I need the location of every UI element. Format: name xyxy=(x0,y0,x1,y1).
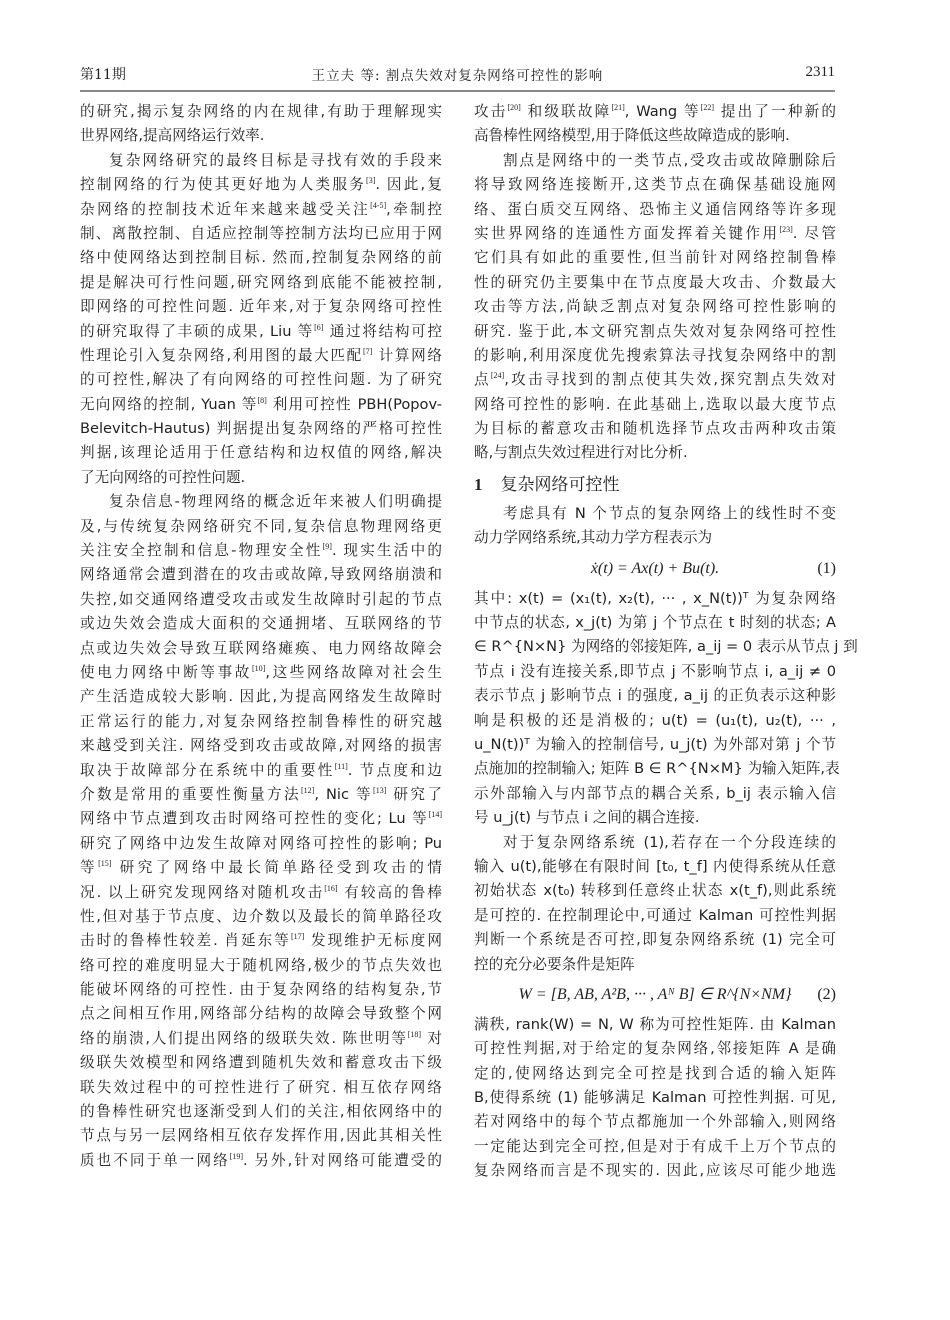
text-segment: 来越受到关注. 网络受到攻击或故障,对网络的损害 xyxy=(80,737,442,755)
text-segment: 攻击等方法,尚缺乏割点对复杂网络可控性影响的 xyxy=(474,298,836,316)
text-line xyxy=(80,856,442,880)
text-segment: 判据,该理论适用于任意结构和边权值的网络,解决 xyxy=(80,444,442,462)
text-segment: 无向网络的控制, Yuan 等 xyxy=(80,395,258,413)
citation-ref: [10] xyxy=(252,663,266,673)
text-line xyxy=(474,1159,836,1183)
text-line xyxy=(474,806,836,830)
text-line xyxy=(474,635,858,659)
text-segment: 研究了 xyxy=(386,785,442,803)
text-line xyxy=(80,1149,442,1173)
text-segment: , Nic 等 xyxy=(314,785,374,803)
text-segment: 取决于故障部分在系统中的重要性 xyxy=(80,761,335,779)
text-segment: 联失效过程中的可控性进行了研究. 相互依存网络 xyxy=(80,1078,442,1096)
text-segment: ∈ R^{N×N} 为网络的邻接矩阵, a_ij = 0 表示从节点 j 到 xyxy=(474,638,858,656)
text-segment: 示外部输入与内部节点的耦合关系, b_ij 表示输入信 xyxy=(474,784,836,802)
text-line xyxy=(474,904,836,928)
text-segment: 了无向网络的可控性问题. xyxy=(80,468,246,486)
text-segment: . 另外,针对网络可能遭受的 xyxy=(243,1151,442,1169)
text-line xyxy=(80,344,442,368)
text-segment: 实世界网络的连通性方面发挥着关键作用 xyxy=(474,224,780,242)
text-line xyxy=(80,1051,442,1075)
text-line xyxy=(474,1110,836,1134)
citation-ref: [20] xyxy=(507,103,521,112)
text-segment: u_N(t))ᵀ 为输入的控制信号, u_j(t) 为外部对第 j 个节 xyxy=(474,735,836,753)
text-line xyxy=(80,441,442,465)
text-line xyxy=(474,587,836,611)
page-number: 2311 xyxy=(805,64,835,80)
text-line xyxy=(474,100,836,124)
text-line xyxy=(474,660,836,684)
text-line xyxy=(474,757,840,781)
text-segment: 将导致网络连接断开,这类节点在确保基础设施网 xyxy=(474,176,836,194)
text-line xyxy=(474,855,836,879)
text-segment: 判断一个系统是否可控,即复杂网络系统 (1) 完全可 xyxy=(474,931,836,949)
citation-ref: [15] xyxy=(98,859,112,869)
text-segment: 提出了一种新的 xyxy=(714,103,836,120)
text-segment: 络可控的难度明显大于随机网络,极少的节点失效也 xyxy=(80,956,442,974)
text-line xyxy=(80,295,442,319)
section-heading xyxy=(474,470,836,500)
text-segment: 发现维护无标度网 xyxy=(304,932,443,950)
text-segment: , Wang 等 xyxy=(624,103,701,120)
text-segment: 复杂网络研究的最终目标是寻找有效的手段来 xyxy=(109,151,442,169)
text-line xyxy=(80,905,442,929)
citation-ref: [4-5] xyxy=(370,200,387,210)
text-segment: 中节点的状态, x_j(t) 为第 j 个节点在 t 时刻的状态; A xyxy=(474,614,836,632)
text-line xyxy=(474,344,836,368)
text-segment: 等 xyxy=(80,859,99,877)
text-line xyxy=(80,490,442,514)
text-line xyxy=(474,953,836,977)
text-segment: 的研究,揭示复杂网络的内在规律,有助于理解现实 xyxy=(80,103,442,120)
text-segment: 产生活造成较大影响. 因此,为提高网络发生故障时 xyxy=(80,688,442,706)
text-line xyxy=(474,611,836,635)
citation-ref: [12] xyxy=(300,785,315,795)
text-line xyxy=(80,563,442,587)
text-segment: 及,与传统复杂网络研究不同,复杂信息物理网络更 xyxy=(80,517,442,535)
text-segment: 性,但对基于节点度、边介数以及最长的简单路径攻 xyxy=(80,907,442,925)
citation-ref: [11] xyxy=(334,761,348,771)
text-segment: 点施加的控制输入; 矩阵 B ∈ R^{N×M} 为输入矩阵,表 xyxy=(474,760,840,778)
text-segment: 研究了网络中边发生故障对网络可控性的影响; Pu xyxy=(80,834,442,852)
text-line xyxy=(474,1037,836,1061)
text-segment: 杂网络的控制技术近年来越来越受关注 xyxy=(80,200,371,218)
text-segment: 初始状态 x(t₀) 转移到任意终止状态 x(t_f),则此系统 xyxy=(474,882,836,900)
text-segment: 控的充分必要条件是矩阵 xyxy=(474,955,635,973)
text-segment: 利用可控性 PBH(Popov- xyxy=(266,395,442,413)
text-line xyxy=(474,246,836,270)
right-column-kalman xyxy=(474,1013,836,1184)
text-segment: 号 u_j(t) 与节点 i 之间的耦合连接. xyxy=(474,809,700,827)
text-segment: 的影响,利用深度优先搜索算法寻找复杂网络中的割 xyxy=(474,346,836,364)
text-line xyxy=(80,100,442,124)
text-segment: 络中使网络达到控制目标. 然而,控制复杂网络的前 xyxy=(80,249,442,267)
citation-ref: [9] xyxy=(322,542,332,552)
text-line xyxy=(80,783,442,807)
text-line xyxy=(474,124,836,148)
text-line xyxy=(80,881,442,905)
text-line xyxy=(80,1027,442,1051)
text-segment: 络的崩溃,人们提出网络的级联失效. 陈世明等 xyxy=(80,1029,408,1047)
text-line xyxy=(474,733,836,757)
text-segment: 研究了网络中最长简单路径受到攻击的情 xyxy=(111,859,442,877)
text-segment: 或边失效会造成大面积的交通拥堵、互联网络的节 xyxy=(80,615,442,633)
text-segment: 正常运行的能力,对复杂网络控制鲁棒性的研究越 xyxy=(80,712,442,730)
text-segment: . 现实生活中的 xyxy=(331,542,442,560)
text-line xyxy=(474,502,836,526)
running-title: 王立夫 等: 割点失效对复杂网络可控性的影响 xyxy=(311,68,604,84)
text-line xyxy=(80,1076,442,1100)
text-line xyxy=(80,515,442,539)
right-column-definitions xyxy=(474,587,858,977)
text-segment: 节点 i 没有连接关系,即节点 j 不影响节点 i, a_ij ≠ 0 xyxy=(474,662,836,680)
text-segment: 复杂网络而言是不现实的. 因此,应该尽可能少地选 xyxy=(474,1162,836,1180)
citation-ref: [19] xyxy=(229,1151,244,1161)
citation-ref: [3] xyxy=(366,176,376,186)
text-line xyxy=(80,466,442,490)
text-line xyxy=(80,149,442,173)
text-segment: 是可控的. 在控制理论中,可通过 Kalman 可控性判据 xyxy=(474,906,836,924)
text-segment: 性的研究仍主要集中在节点度最大攻击、介数最大 xyxy=(474,273,836,291)
text-segment: 的可控性,解决了有向网络的可控性问题. 为了研究 xyxy=(80,371,442,389)
text-segment: 响是积极的还是消极的; u(t) = (u₁(t), u₂(t), ··· , xyxy=(474,711,836,729)
text-line xyxy=(80,1124,442,1148)
text-segment: 攻击 xyxy=(474,103,508,120)
text-line xyxy=(80,198,442,222)
section-number: 1 xyxy=(474,474,483,494)
text-line xyxy=(474,1086,836,1110)
text-line xyxy=(80,271,442,295)
text-line xyxy=(474,782,836,806)
text-segment: 络、蛋白质交互网络、恐怖主义通信网络等许多现 xyxy=(474,200,836,218)
equation-2-label: (2) xyxy=(817,985,836,1003)
text-segment: 割点是网络中的一类节点,受攻击或故障删除后 xyxy=(503,151,836,169)
text-segment: ,这些网络故障对社会生 xyxy=(265,663,442,681)
text-line xyxy=(80,246,442,270)
running-header xyxy=(80,60,835,90)
equation-2 xyxy=(474,977,836,1013)
citation-ref: [21] xyxy=(611,103,625,112)
text-line xyxy=(80,368,442,392)
text-segment: 动力学网络系统,其动力学方程表示为 xyxy=(474,529,713,547)
section-title: 复杂网络可控性 xyxy=(500,474,620,495)
text-segment: 表示节点 j 影响节点 i 的强度, a_ij 的正负表示这种影 xyxy=(474,687,836,705)
text-segment: 满秩, rank(W) = N, W 称为可控性矩阵. 由 Kalman xyxy=(474,1015,836,1033)
citation-ref: [6] xyxy=(314,322,324,332)
text-segment: 计算网络 xyxy=(372,346,443,364)
text-segment: 若对网络中的每个节点都施加一个外部输入,则网络 xyxy=(474,1113,836,1131)
text-line xyxy=(474,928,836,952)
text-segment: 网络可控性的影响. 在此基础上,选取以最大度节点 xyxy=(474,395,836,413)
text-line xyxy=(474,222,836,246)
text-line xyxy=(474,1062,836,1086)
text-segment: . 尽管 xyxy=(792,224,836,242)
text-line xyxy=(474,709,836,733)
text-line xyxy=(80,978,442,1002)
text-segment: 高鲁棒性网络模型,用于降低这些故障造成的影响. xyxy=(474,127,790,145)
text-line xyxy=(474,198,836,222)
text-line xyxy=(80,759,442,783)
text-segment: 其中: x(t) = (x₁(t), x₂(t), ··· , x_N(t))ᵀ 为复杂网络 xyxy=(474,589,836,607)
header-rule xyxy=(80,90,835,92)
text-line xyxy=(80,173,442,197)
text-segment: 可控性判据,对于给定的复杂网络,邻接矩阵 A 是确 xyxy=(474,1040,836,1058)
text-line xyxy=(80,734,442,758)
text-segment: 输入 u(t),能够在有限时间 [t₀, t_f] 内使得系统从任意 xyxy=(474,857,836,875)
text-segment: 略,与割点失效过程进行对比分析. xyxy=(474,444,688,462)
text-line xyxy=(80,417,442,441)
text-segment: 研究. 鉴于此,本文研究割点失效对复杂网络可控性 xyxy=(474,322,836,340)
text-segment: 质也不同于单一网络 xyxy=(80,1151,230,1169)
text-segment: 它们具有如此的重要性,但当前针对网络控制鲁棒 xyxy=(474,249,836,267)
text-line xyxy=(474,831,836,855)
text-segment: 介数是常用的重要性衡量方法 xyxy=(80,785,301,803)
text-segment: 考虑具有 N 个节点的复杂网络上的线性时不变 xyxy=(503,504,836,522)
text-segment: ,牵制控 xyxy=(386,200,442,218)
text-line xyxy=(80,1002,442,1026)
text-segment: 控制网络的行为使其更好地为人类服务 xyxy=(80,176,367,194)
text-line xyxy=(474,149,836,173)
text-line xyxy=(80,807,442,831)
text-line xyxy=(80,393,442,417)
text-line xyxy=(80,612,442,636)
text-segment: 性理论引入复杂网络,利用图的最大匹配 xyxy=(80,346,363,364)
text-segment: 失控,如交通网络遭受攻击或发生故障时引起的节点 xyxy=(80,590,442,608)
text-segment: . 节点度和边 xyxy=(347,761,442,779)
text-segment: 的研究取得了丰硕的成果, Liu 等 xyxy=(80,322,315,340)
citation-ref: [22] xyxy=(700,103,715,112)
text-segment: 网络中节点遭到攻击时网络可控性的变化; Lu 等 xyxy=(80,810,429,828)
text-line xyxy=(80,661,442,685)
citation-ref: [24] xyxy=(490,371,505,381)
text-segment: 对 xyxy=(421,1029,443,1047)
text-line xyxy=(474,320,836,344)
text-segment: 况. 以上研究发现网络对随机攻击 xyxy=(80,883,325,901)
text-segment: 即网络的可控性问题. 近年来,对于复杂网络可控性 xyxy=(80,298,442,316)
text-segment: 提是解决可行性问题,研究网络到底能不能被控制, xyxy=(80,273,442,291)
text-line xyxy=(80,539,442,563)
text-segment: 使电力网络中断等事故 xyxy=(80,663,253,681)
text-line xyxy=(80,124,442,148)
text-line xyxy=(474,173,836,197)
citation-ref: [16] xyxy=(324,883,338,893)
text-segment: 节点与另一层网络相互依存发挥作用,因此其相关性 xyxy=(80,1127,442,1145)
right-column-model xyxy=(474,502,836,551)
equation-1-label: (1) xyxy=(817,559,836,577)
right-column-intro xyxy=(474,100,836,466)
text-segment: 的鲁棒性研究也逐渐受到人们的关注,相依网络中的 xyxy=(80,1103,442,1121)
text-line xyxy=(474,684,836,708)
text-segment: 复杂信息-物理网络的概念近年来被人们明确提 xyxy=(109,493,442,511)
text-line xyxy=(474,368,836,392)
issue-label: 第11期 xyxy=(80,67,126,83)
text-segment: 点之间相互作用,网络部分结构的故障会导致整个网 xyxy=(80,1005,442,1023)
text-segment: 为目标的蓄意攻击和随机选择节点攻击两种攻击策 xyxy=(474,420,836,438)
text-line xyxy=(474,295,836,319)
text-line xyxy=(474,526,836,550)
text-segment: 制、离散控制、自适应控制等控制方法均已应用于网 xyxy=(80,224,442,242)
text-line xyxy=(80,832,442,856)
citation-ref: [13] xyxy=(373,785,387,795)
text-line xyxy=(80,320,442,344)
text-segment: 世界网络,提高网络运行效率. xyxy=(80,127,265,145)
text-line xyxy=(474,417,836,441)
equation-1-expr: ẋ(t) = Ax(t) + Bu(t). xyxy=(590,559,720,577)
left-column xyxy=(80,100,442,1173)
text-line xyxy=(80,588,442,612)
text-line xyxy=(80,954,442,978)
text-segment: Belevitch-Hautus) 判据提出复杂网络的严格可控性 xyxy=(80,420,442,438)
text-segment: 定的,使网络达到完全可控是找到合适的输入矩阵 xyxy=(474,1064,836,1082)
citation-ref: [18] xyxy=(407,1029,422,1039)
text-segment: 点 xyxy=(474,371,491,389)
right-column xyxy=(474,100,858,1184)
citation-ref: [8] xyxy=(257,395,267,405)
text-segment: ,攻击寻找到的割点使其失效,探究割点失效对 xyxy=(504,371,836,389)
citation-ref: [23] xyxy=(779,224,793,234)
equation-2-expr: W = [B, AB, A²B, ··· , Aᴺ B] ∈ R^{N×NM} xyxy=(518,985,792,1003)
text-segment: 关注安全控制和信息-物理安全性 xyxy=(80,542,323,560)
text-line xyxy=(474,879,836,903)
citation-ref: [17] xyxy=(290,932,305,942)
text-segment: 点或边失效会导致互联网络瘫痪、电力网络故障会 xyxy=(80,639,442,657)
text-segment: 能破坏网络的可控性. 由于复杂网络的结构复杂,节 xyxy=(80,981,442,999)
equation-1 xyxy=(474,551,836,587)
text-segment: . 因此,复 xyxy=(375,176,442,194)
text-line xyxy=(474,271,836,295)
text-segment: 有较高的鲁棒 xyxy=(337,883,442,901)
text-line xyxy=(474,441,836,465)
text-segment: 网络通常会遭到潜在的攻击或故障,导致网络崩溃和 xyxy=(80,566,442,584)
text-line xyxy=(474,393,836,417)
text-line xyxy=(474,1135,836,1159)
text-line xyxy=(80,1100,442,1124)
text-line xyxy=(80,685,442,709)
text-segment: 击时的鲁棒性较差. 肖延东等 xyxy=(80,932,291,950)
text-line xyxy=(80,222,442,246)
text-segment: 一定能达到完全可控,但是对于有成千上万个节点的 xyxy=(474,1137,836,1155)
citation-ref: [14] xyxy=(428,810,442,820)
text-segment: B,使得系统 (1) 能够满足 Kalman 可控性判据. 可见, xyxy=(474,1089,836,1107)
text-segment: 和级联故障 xyxy=(520,103,612,120)
text-line xyxy=(474,1013,836,1037)
text-segment: 级联失效模型和网络遭到随机失效和蓄意攻击下级 xyxy=(80,1054,442,1072)
text-line xyxy=(80,929,442,953)
text-segment: 对于复杂网络系统 (1),若存在一个分段连续的 xyxy=(503,833,836,851)
text-line xyxy=(80,710,442,734)
text-segment: 通过将结构可控 xyxy=(323,322,442,340)
citation-ref: [7] xyxy=(362,346,373,356)
text-line xyxy=(80,637,442,661)
